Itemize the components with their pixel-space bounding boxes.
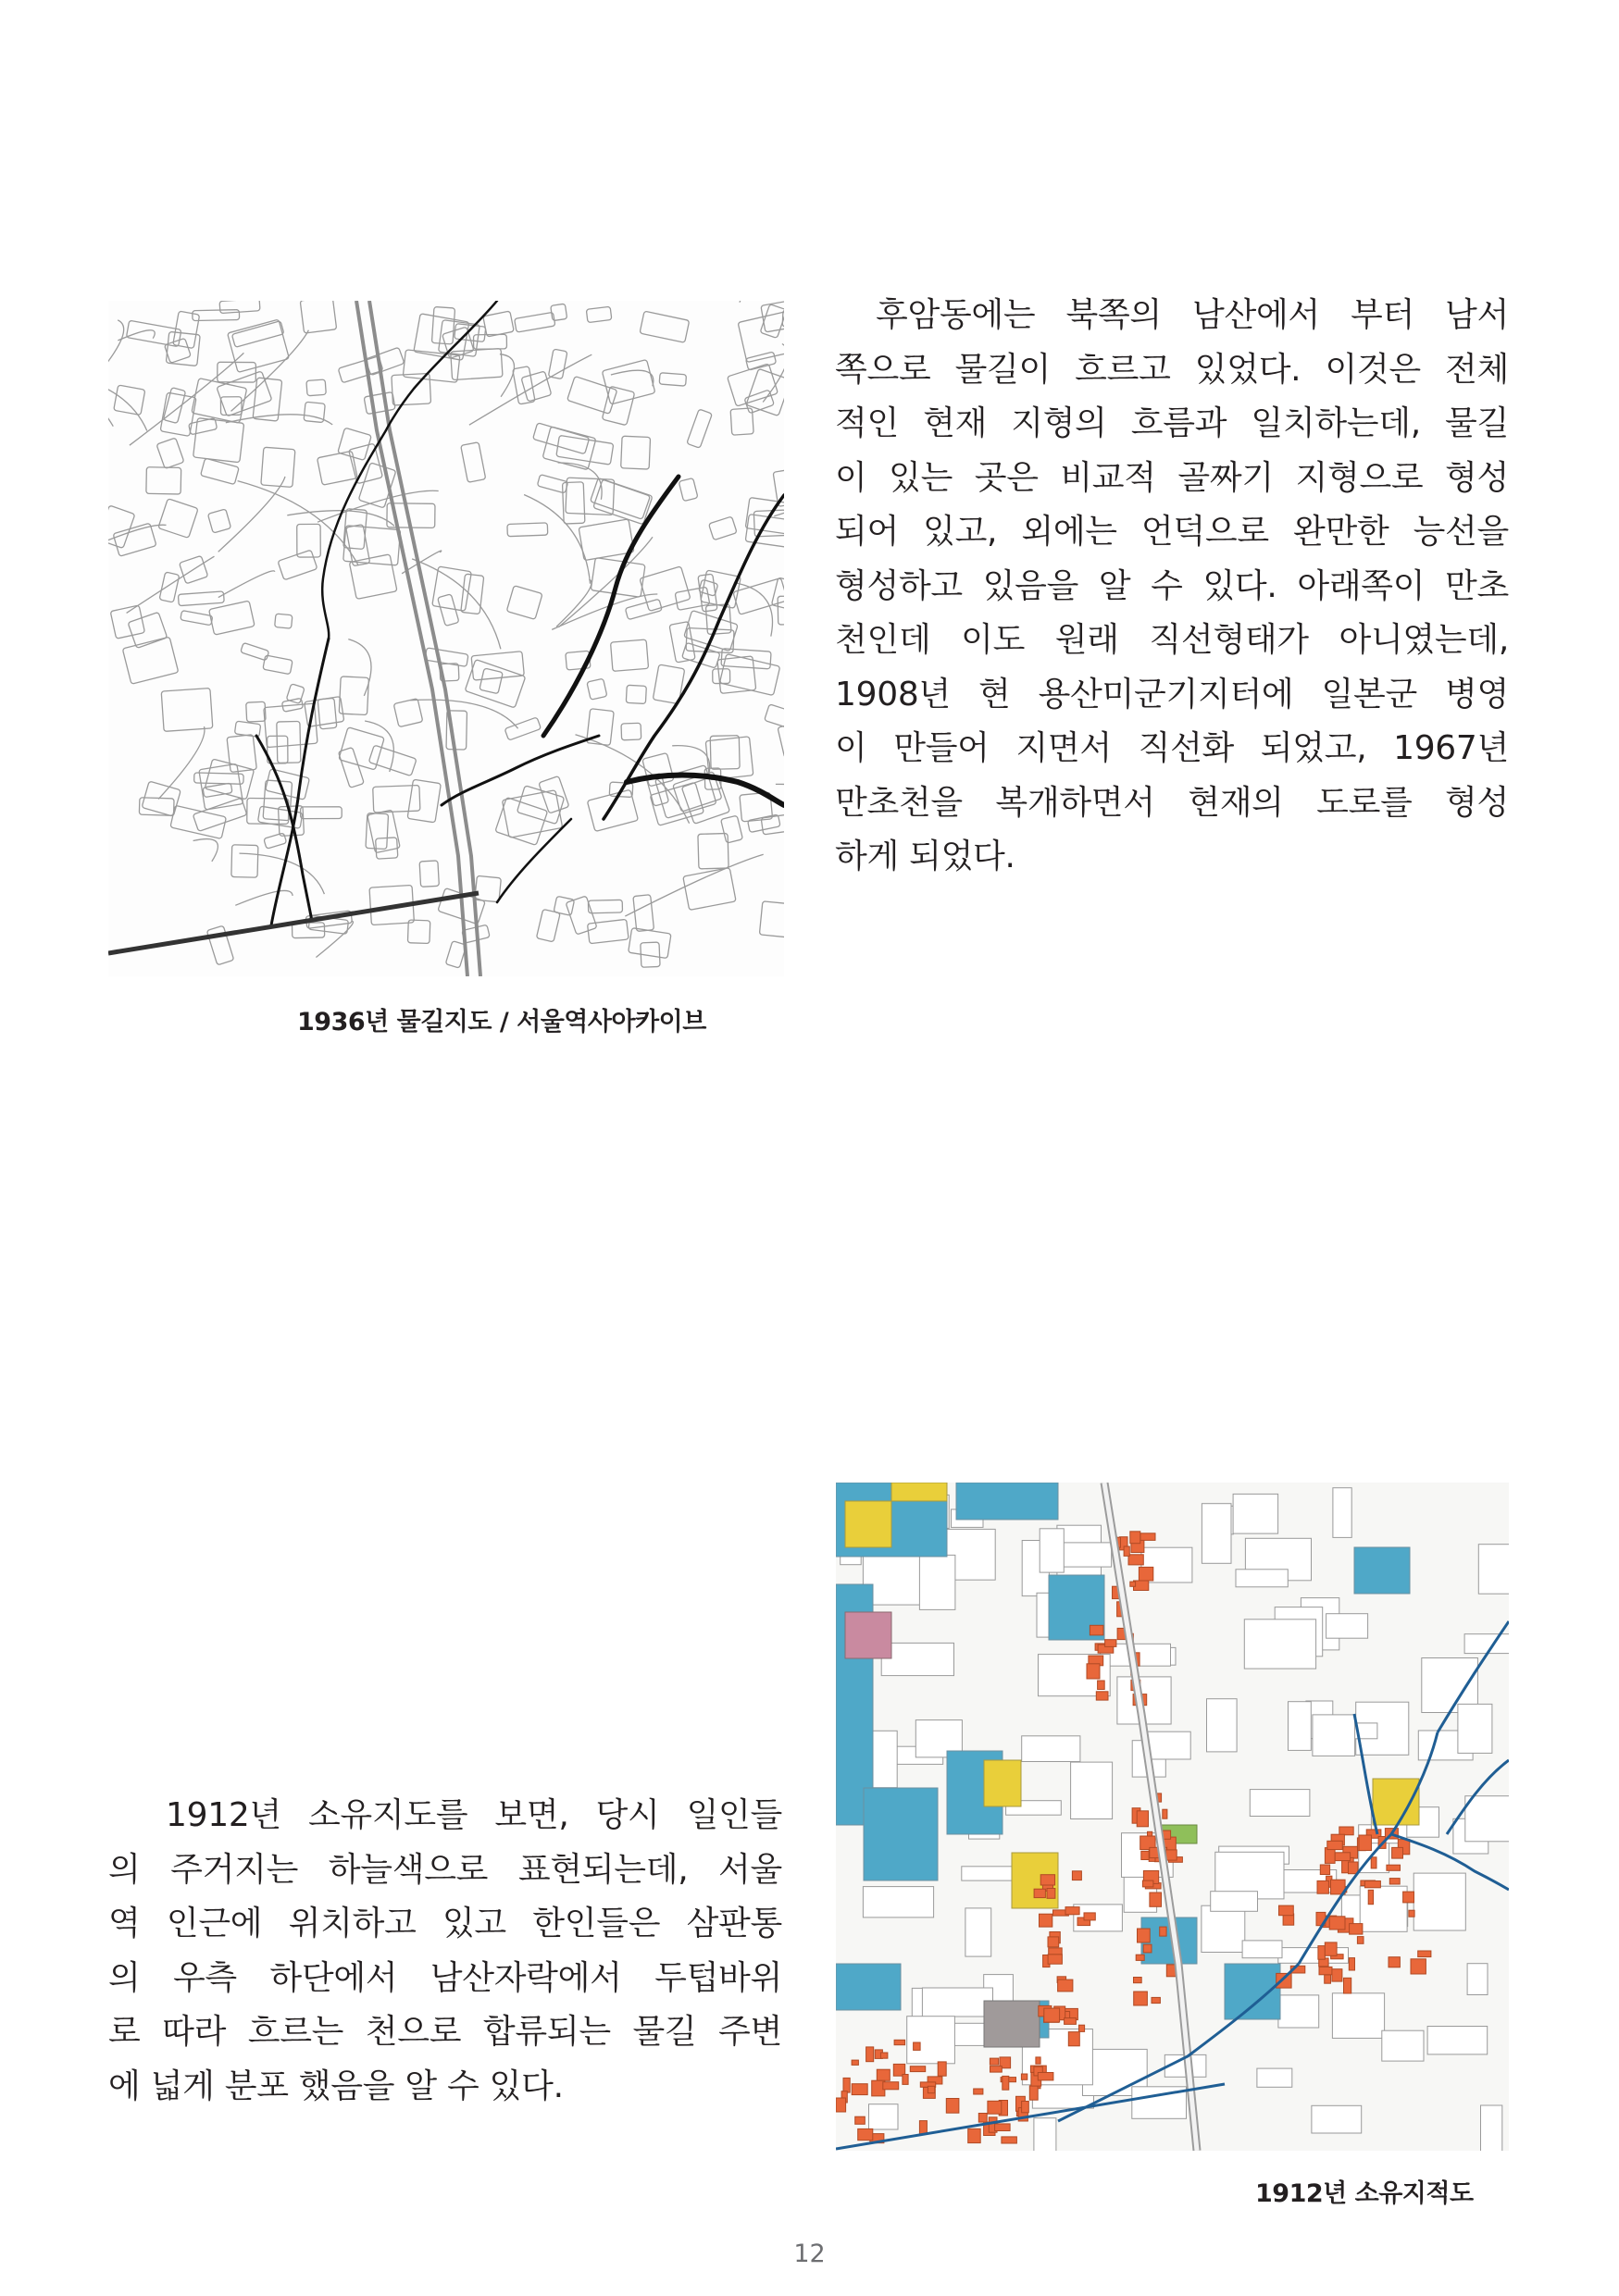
figure1-caption: 1936년 물길지도 / 서울역사아카이브 [297,1008,706,1036]
paragraph-line: 쪽으로 물길이 흐르고 있었다. 이것은 전체 [835,350,1509,389]
waterway-map-1936 [108,301,784,976]
paragraph-line: 1908년 현 용산미군기지터에 일본군 병영 [835,675,1509,714]
paragraph-line: 만초천을 복개하면서 현재의 도로를 형성 [835,783,1509,822]
paragraph-line: 의 주거지는 하늘색으로 표현되는데, 서울 [108,1850,782,1889]
paragraph-line: 에 넓게 분포 했음을 알 수 있다. [108,2066,564,2105]
paragraph-1 [835,289,1509,885]
paragraph-2 [108,1789,782,2114]
paragraph-line: 의 우측 하단에서 남산자락에서 두텁바위 [108,1958,782,1997]
paragraph-line: 역 인근에 위치하고 있고 한인들은 삼판통 [108,1905,782,1942]
paragraph-line: 1912년 소유지도를 보면, 당시 일인들 [166,1796,782,1834]
page-number: 12 [793,2240,826,2268]
paragraph-line: 로 따라 흐르는 천으로 합류되는 물길 주변 [108,2013,782,2051]
figure2-caption: 1912년 소유지적도 [1255,2179,1474,2208]
paragraph-line: 되어 있고, 외에는 언덕으로 완만한 능선을 [835,513,1509,551]
paragraph-line: 이 만들어 지면서 직선화 되었고, 1967년 [835,729,1509,767]
waterway-map-image [108,301,784,976]
paragraph-line: 하게 되었다. [835,838,1015,875]
paragraph-line: 이 있는 곳은 비교적 골짜기 지형으로 형성 [835,458,1509,497]
paragraph-line: 후암동에는 북쪽의 남산에서 부터 남서 [876,296,1509,334]
paragraph-line: 형성하고 있음을 알 수 있다. 아래쪽이 만초 [835,566,1509,605]
ownership-map-1912 [836,1483,1509,2151]
cadastral-map-image [836,1483,1509,2151]
paragraph-line: 천인데 이도 원래 직선형태가 아니였는데, [835,621,1509,659]
paragraph-line: 적인 현재 지형의 흐름과 일치하는데, 물길 [835,404,1509,442]
